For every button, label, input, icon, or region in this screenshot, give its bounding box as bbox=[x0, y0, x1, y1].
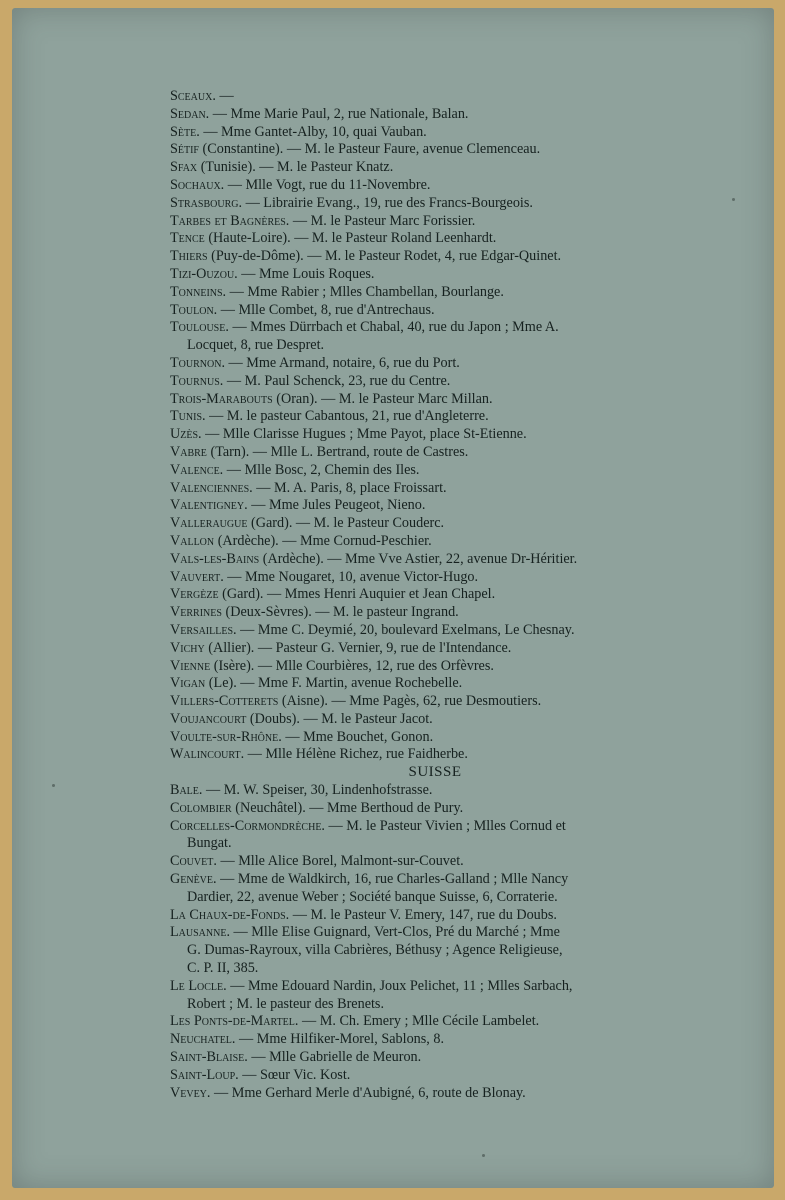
entry-city: Corcelles-Cormondrèche. bbox=[170, 817, 325, 834]
entry-city: Valence. bbox=[170, 461, 224, 478]
directory-entry bbox=[170, 675, 700, 693]
entry-city: Tarbes et Bagnères. bbox=[170, 212, 290, 229]
entry-details: — Mme de Waldkirch, 16, rue Charles-Galland ; Mlle Nancy bbox=[216, 871, 569, 888]
directory-entry bbox=[170, 693, 700, 711]
entry-city: Le Locle. bbox=[170, 977, 227, 994]
entry-city: Tonneins. bbox=[170, 283, 227, 300]
entry-details: (Gard). — Mmes Henri Auquier et Jean Chapel. bbox=[218, 586, 496, 603]
entry-city: Sedan. bbox=[170, 105, 210, 122]
entry-details: (Constantine). — M. le Pasteur Faure, avenue Clemenceau. bbox=[199, 141, 541, 158]
entry-city: Lausanne. bbox=[170, 924, 230, 941]
directory-entry bbox=[170, 373, 700, 391]
entry-details: — Mme Nougaret, 10, avenue Victor-Hugo. bbox=[223, 568, 479, 585]
entry-details: (Haute-Loire). — M. le Pasteur Roland Leenhardt. bbox=[204, 230, 497, 247]
entry-details: — M. W. Speiser, 30, Lindenhofstrasse. bbox=[202, 782, 433, 799]
directory-entry bbox=[170, 853, 700, 871]
directory-entry bbox=[170, 497, 700, 515]
directory-entry bbox=[170, 319, 700, 337]
directory-entry bbox=[170, 711, 700, 729]
directory-entry bbox=[170, 480, 700, 498]
entry-city: Vevey. bbox=[170, 1084, 211, 1101]
entry-city: Vallon bbox=[170, 532, 215, 549]
entry-details: — Mlle Elise Guignard, Vert-Clos, Pré du Marché ; Mme bbox=[230, 924, 560, 941]
entry-details: — Mme Armand, notaire, 6, rue du Port. bbox=[225, 354, 460, 371]
directory-entry bbox=[170, 195, 700, 213]
entry-city: Valleraugue bbox=[170, 515, 248, 532]
entry-city: Vabre bbox=[170, 443, 207, 460]
entry-city: Vichy bbox=[170, 639, 205, 656]
directory-entry bbox=[170, 533, 700, 551]
directory-entry bbox=[170, 818, 700, 836]
entry-details: — Mme Louis Roques. bbox=[237, 265, 375, 282]
directory-entry bbox=[170, 355, 700, 373]
entry-city: Thiers bbox=[170, 248, 208, 265]
entry-details: — Mme Gantet-Alby, 10, quai Vauban. bbox=[199, 123, 427, 140]
entry-details: (Gard). — M. le Pasteur Couderc. bbox=[247, 515, 445, 532]
entry-details: (Ardèche). — Mme Cornud-Peschier. bbox=[214, 532, 432, 549]
entry-city: Tizi-Ouzou. bbox=[170, 265, 238, 282]
entry-details: (Ardèche). — Mme Vve Astier, 22, avenue Dr-Héritier. bbox=[259, 550, 578, 567]
directory-entry bbox=[170, 551, 700, 569]
entry-city: Tunis. bbox=[170, 408, 206, 425]
paper-speck bbox=[732, 198, 735, 201]
directory-entry bbox=[170, 177, 700, 195]
entry-details: (Aisne). — Mme Pagès, 62, rue Desmoutiers. bbox=[278, 693, 542, 710]
directory-entry bbox=[170, 782, 700, 800]
entry-details: (Isère). — Mlle Courbières, 12, rue des Orfèvres. bbox=[210, 657, 494, 674]
entry-details: — Mmes Dürrbach et Chabal, 40, rue du Japon ; Mme A. bbox=[228, 319, 559, 336]
directory-entry bbox=[170, 586, 700, 604]
directory-entry bbox=[170, 658, 700, 676]
entry-city: Voujancourt bbox=[170, 710, 247, 727]
directory-entry bbox=[170, 426, 700, 444]
entry-details: — Mme Jules Peugeot, Nieno. bbox=[247, 497, 426, 514]
directory-entry bbox=[170, 1085, 700, 1103]
directory-entry bbox=[170, 230, 700, 248]
entry-city: Sfax bbox=[170, 159, 198, 176]
entry-details: — M. le Pasteur V. Emery, 147, rue du Doubs. bbox=[289, 906, 557, 923]
directory-entry bbox=[170, 248, 700, 266]
entry-city: Tence bbox=[170, 230, 205, 247]
entry-city: Saint-Loup. bbox=[170, 1066, 239, 1083]
directory-entry bbox=[170, 729, 700, 747]
entry-details: — Mme C. Deymié, 20, boulevard Exelmans, Le Chesnay. bbox=[236, 621, 575, 638]
directory-entry bbox=[170, 106, 700, 124]
directory-entry bbox=[170, 1049, 700, 1067]
entry-details: — Mme Edouard Nardin, Joux Pelichet, 11 ; Mlles Sarbach, bbox=[226, 977, 573, 994]
entry-city: Voulte-sur-Rhône. bbox=[170, 728, 282, 745]
directory-entry bbox=[170, 444, 700, 462]
directory-entry bbox=[170, 462, 700, 480]
entry-details: (Oran). — M. le Pasteur Marc Millan. bbox=[272, 390, 493, 407]
entry-city: Vergèze bbox=[170, 586, 219, 603]
entry-city: Vigan bbox=[170, 675, 206, 692]
entry-details: — Mme Hilfiker-Morel, Sablons, 8. bbox=[235, 1031, 445, 1048]
entry-details: — Mlle Combet, 8, rue d'Antrechaus. bbox=[217, 301, 435, 318]
entry-continuation: Bungat. bbox=[187, 835, 232, 852]
entry-city: Sétif bbox=[170, 141, 199, 158]
entry-details: — M. A. Paris, 8, place Froissart. bbox=[252, 479, 447, 496]
entry-city: Toulouse. bbox=[170, 319, 229, 336]
entry-city: Vauvert. bbox=[170, 568, 224, 585]
entry-details: (Doubs). — M. le Pasteur Jacot. bbox=[246, 710, 433, 727]
entry-details: (Tarn). — Mlle L. Bertrand, route de Castres. bbox=[206, 443, 469, 460]
directory-entry bbox=[170, 907, 700, 925]
entry-details: — bbox=[215, 88, 234, 104]
entry-city: Toulon. bbox=[170, 301, 218, 318]
entry-city: Strasbourg. bbox=[170, 194, 243, 211]
france-list bbox=[170, 88, 700, 764]
entry-details: — M. le pasteur Cabantous, 21, rue d'Angleterre. bbox=[205, 408, 489, 425]
entry-city: Tournus. bbox=[170, 372, 224, 389]
directory-entry bbox=[170, 515, 700, 533]
entry-details: (Tunisie). — M. le Pasteur Knatz. bbox=[197, 159, 394, 176]
directory-entry bbox=[170, 302, 700, 320]
entry-city: Vals-les-Bains bbox=[170, 550, 260, 567]
entry-city: Valenciennes. bbox=[170, 479, 253, 496]
directory-entry bbox=[170, 391, 700, 409]
directory-entry bbox=[170, 924, 700, 942]
entry-continuation: Robert ; M. le pasteur des Brenets. bbox=[187, 995, 385, 1012]
entry-details: — Mme Marie Paul, 2, rue Nationale, Balan. bbox=[209, 105, 469, 122]
entry-city: Saint-Blaise. bbox=[170, 1049, 248, 1066]
entry-continuation: Locquet, 8, rue Despret. bbox=[187, 337, 325, 354]
directory-entry bbox=[170, 871, 700, 889]
directory-entry bbox=[170, 88, 700, 106]
directory-entry bbox=[170, 408, 700, 426]
directory-entry bbox=[170, 213, 700, 231]
entry-city: Les Ponts-de-Martel. bbox=[170, 1013, 299, 1030]
entry-details: — Mlle Hélène Richez, rue Faidherbe. bbox=[244, 746, 468, 763]
entry-city: Verrines bbox=[170, 604, 222, 621]
entry-details: — Mme Bouchet, Gonon. bbox=[281, 728, 434, 745]
entry-details: — Sœur Vic. Kost. bbox=[238, 1066, 351, 1083]
entry-details: — M. le Pasteur Marc Forissier. bbox=[289, 212, 476, 229]
entry-city: Couvet. bbox=[170, 853, 217, 870]
entry-city: Genève. bbox=[170, 871, 217, 888]
paper-speck bbox=[482, 1154, 485, 1157]
directory-entry bbox=[170, 800, 700, 818]
paper-speck bbox=[52, 784, 55, 787]
entry-details: — M. Paul Schenck, 23, rue du Centre. bbox=[223, 372, 451, 389]
directory-entry bbox=[170, 1013, 700, 1031]
entry-city: Versailles. bbox=[170, 621, 237, 638]
directory-entry bbox=[170, 159, 700, 177]
entry-details: — M. Ch. Emery ; Mlle Cécile Lambelet. bbox=[298, 1013, 540, 1030]
directory-entry bbox=[170, 266, 700, 284]
entry-details: (Neuchâtel). — Mme Berthoud de Pury. bbox=[231, 799, 464, 816]
directory-entry bbox=[170, 604, 700, 622]
entry-details: — Mlle Clarisse Hugues ; Mme Payot, place St-Etienne. bbox=[201, 426, 527, 443]
entry-city: Sceaux. bbox=[170, 88, 216, 104]
directory-entry bbox=[170, 978, 700, 996]
entry-city: Bale. bbox=[170, 782, 203, 799]
entry-details: — Mme Gerhard Merle d'Aubigné, 6, route de Blonay. bbox=[210, 1084, 526, 1101]
entry-city: La Chaux-de-Fonds. bbox=[170, 906, 290, 923]
entry-city: Walincourt. bbox=[170, 746, 245, 763]
entry-city: Neuchatel. bbox=[170, 1031, 236, 1048]
entry-details: — Mlle Vogt, rue du 11-Novembre. bbox=[224, 176, 431, 193]
entry-details: (Allier). — Pasteur G. Vernier, 9, rue de l'Intendance. bbox=[204, 639, 512, 656]
directory-entry bbox=[170, 569, 700, 587]
directory-entry bbox=[170, 622, 700, 640]
entry-continuation: C. P. II, 385. bbox=[187, 960, 259, 977]
suisse-list bbox=[170, 782, 700, 1102]
entry-details: (Le). — Mme F. Martin, avenue Rochebelle. bbox=[205, 675, 463, 692]
entry-details: — Mlle Bosc, 2, Chemin des Iles. bbox=[223, 461, 420, 478]
entry-city: Tournon. bbox=[170, 354, 225, 371]
entry-city: Uzès. bbox=[170, 426, 202, 443]
entry-city: Sète. bbox=[170, 123, 200, 140]
directory-text bbox=[170, 88, 700, 1102]
entry-details: — Mlle Alice Borel, Malmont-sur-Couvet. bbox=[216, 853, 464, 870]
entry-city: Villers-Cotterets bbox=[170, 693, 279, 710]
directory-entry bbox=[170, 284, 700, 302]
directory-entry bbox=[170, 640, 700, 658]
entry-city: Colombier bbox=[170, 799, 232, 816]
entry-details: — Librairie Evang., 19, rue des Francs-Bourgeois. bbox=[242, 194, 533, 211]
entry-city: Valentigney. bbox=[170, 497, 248, 514]
directory-entry bbox=[170, 124, 700, 142]
entry-continuation: Dardier, 22, avenue Weber ; Société banque Suisse, 6, Corraterie. bbox=[187, 888, 558, 905]
directory-entry bbox=[170, 141, 700, 159]
entry-details: — Mme Rabier ; Mlles Chambellan, Bourlange. bbox=[226, 283, 504, 300]
section-title-suisse: SUISSE bbox=[408, 764, 462, 781]
entry-details: (Deux-Sèvres). — M. le pasteur Ingrand. bbox=[221, 604, 459, 621]
directory-entry bbox=[170, 1067, 700, 1085]
entry-details: — Mlle Gabrielle de Meuron. bbox=[247, 1049, 422, 1066]
entry-details: (Puy-de-Dôme). — M. le Pasteur Rodet, 4, rue Edgar-Quinet. bbox=[207, 248, 562, 265]
entry-city: Vienne bbox=[170, 657, 211, 674]
directory-entry bbox=[170, 746, 700, 764]
entry-details: — M. le Pasteur Vivien ; Mlles Cornud et bbox=[324, 817, 566, 834]
directory-entry bbox=[170, 1031, 700, 1049]
entry-continuation: G. Dumas-Rayroux, villa Cabrières, Béthusy ; Agence Religieuse, bbox=[187, 942, 563, 959]
entry-city: Sochaux. bbox=[170, 176, 225, 193]
entry-city: Trois-Marabouts bbox=[170, 390, 273, 407]
